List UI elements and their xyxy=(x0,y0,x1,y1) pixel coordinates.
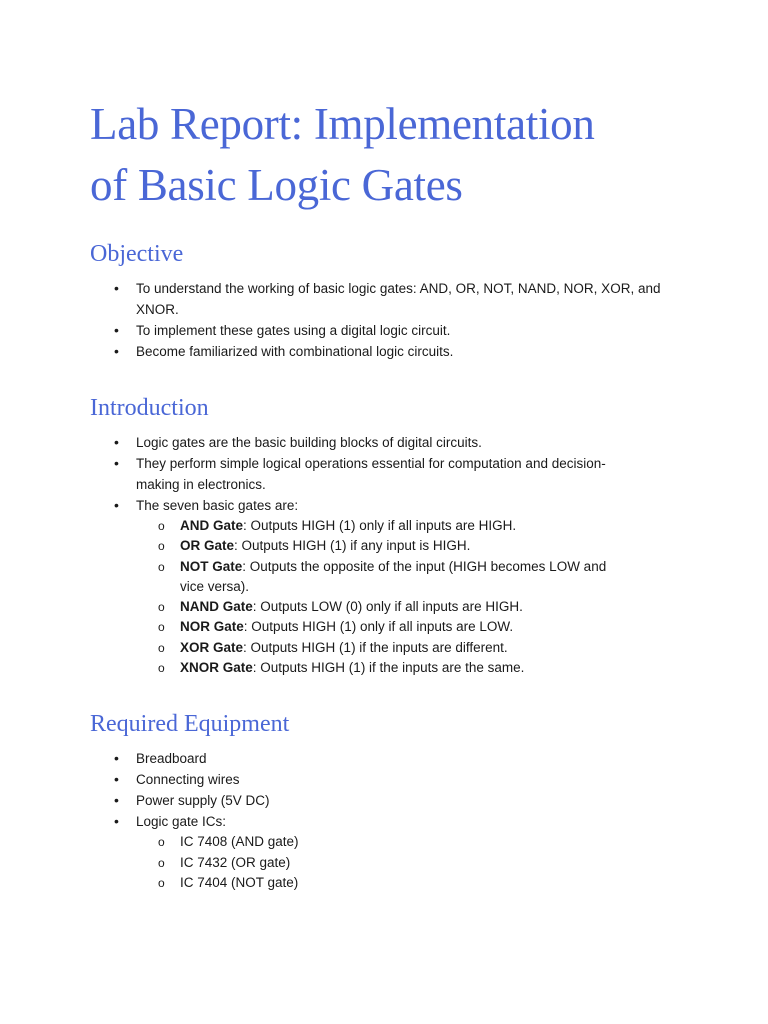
gate-desc: : Outputs LOW (0) only if all inputs are HIGH. xyxy=(252,599,523,615)
gate-name: OR Gate xyxy=(180,538,235,554)
equipment-section xyxy=(90,709,690,893)
ic-list xyxy=(136,832,690,893)
gate-name: NOT Gate xyxy=(180,558,243,574)
gate-name: AND Gate xyxy=(180,518,244,533)
gate-desc: : Outputs HIGH (1) only if all inputs are LOW. xyxy=(243,619,514,635)
introduction-list xyxy=(90,432,690,678)
objective-section xyxy=(90,239,690,362)
ic-item: o IC 7404 (NOT gate) xyxy=(136,873,690,893)
gate-name: XOR Gate xyxy=(180,639,244,655)
gate-desc: : Outputs HIGH (1) only if all inputs are HIGH. xyxy=(243,518,517,533)
gate-item xyxy=(136,638,690,658)
gates-list xyxy=(136,516,690,678)
gate-item xyxy=(136,536,690,556)
list-item: • Connecting wires xyxy=(90,769,690,790)
gate-name: NOR Gate xyxy=(180,619,244,635)
list-item: • They perform simple logical operations essential for computation and decision-making in electronics. xyxy=(90,453,642,495)
title-line-1: Lab Report: Implementation xyxy=(90,99,595,149)
title-line-2: of Basic Logic Gates xyxy=(90,160,463,210)
gate-item xyxy=(136,658,690,678)
gate-desc: : Outputs HIGH (1) if any input is HIGH. xyxy=(234,538,471,554)
ic-item: o IC 7408 (AND gate) xyxy=(136,832,690,852)
list-item: • To implement these gates using a digital logic circuit. xyxy=(90,320,690,341)
gate-item xyxy=(136,557,610,598)
gate-desc: : Outputs HIGH (1) if the inputs are different. xyxy=(243,639,508,655)
ic-item: o IC 7432 (OR gate) xyxy=(136,853,690,873)
page-title xyxy=(90,94,690,216)
list-item: • Power supply (5V DC) xyxy=(90,790,690,811)
list-item xyxy=(90,811,690,893)
list-item: • Become familiarized with combinational logic circuits. xyxy=(90,341,690,362)
objective-list xyxy=(90,278,690,362)
equipment-heading: Required Equipment xyxy=(90,711,290,738)
document-page xyxy=(90,94,690,893)
list-item: • To understand the working of basic logic gates: AND, OR, NOT, NAND, NOR, XOR, and XNOR. xyxy=(90,278,676,320)
gate-desc: : Outputs HIGH (1) if the inputs are the same. xyxy=(252,660,525,676)
list-item xyxy=(90,495,690,678)
introduction-section xyxy=(90,393,690,678)
list-item-text: The seven basic gates are: xyxy=(136,498,299,513)
gate-desc: : Outputs the opposite of the input (HIGH becomes LOW and vice versa). xyxy=(180,558,607,594)
equipment-list xyxy=(90,748,690,893)
list-item: • Logic gates are the basic building blocks of digital circuits. xyxy=(90,432,690,453)
gate-item xyxy=(136,597,690,617)
objective-heading: Objective xyxy=(90,241,184,267)
list-item-text: Logic gate ICs: xyxy=(136,814,227,830)
introduction-heading: Introduction xyxy=(90,395,209,421)
gate-name: XNOR Gate xyxy=(180,660,253,676)
list-item: • Breadboard xyxy=(90,748,690,769)
gate-name: NAND Gate xyxy=(180,599,253,615)
gate-item xyxy=(136,516,690,536)
gate-item xyxy=(136,617,690,637)
